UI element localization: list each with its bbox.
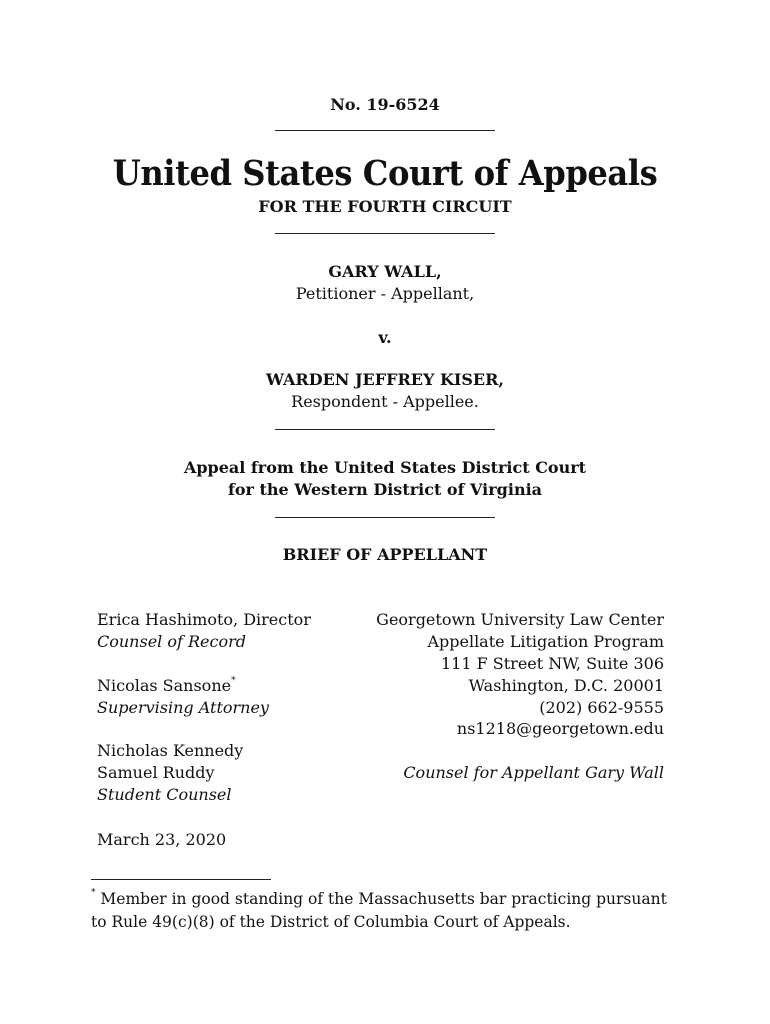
city-address: Washington, D.C. 20001 [468, 676, 664, 695]
footnote-line-2: to Rule 49(c)(8) of the District of Columbia Court of Appeals. [91, 913, 571, 931]
director-name: Erica Hashimoto, Director [97, 610, 311, 629]
email-address: ns1218@georgetown.edu [456, 719, 664, 738]
supervisor-name: Nicolas Sansone* [97, 676, 236, 695]
footnote-mark: * [91, 888, 96, 898]
docket-number: No. 19-6524 [330, 95, 440, 114]
filing-date: March 23, 2020 [97, 830, 227, 849]
appeal-line-2: for the Western District of Virginia [227, 480, 543, 499]
student-role: Student Counsel [97, 785, 232, 804]
appellant-role: Petitioner - Appellant, [295, 284, 475, 303]
appellant-name: GARY WALL, [328, 262, 442, 281]
street-address: 111 F Street NW, Suite 306 [440, 654, 664, 673]
footnote-line-1: * Member in good standing of the Massachusetts bar practicing pursuant [91, 888, 667, 908]
phone-number: (202) 662-9555 [539, 698, 664, 717]
divider [275, 233, 495, 234]
divider [275, 130, 495, 131]
appellee-name: WARDEN JEFFREY KISER, [266, 370, 504, 389]
student-name-1: Nicholas Kennedy [97, 741, 244, 760]
program: Appellate Litigation Program [427, 632, 664, 651]
divider [275, 517, 495, 518]
court-title: United States Court of Appeals [112, 153, 658, 194]
institution: Georgetown University Law Center [376, 610, 664, 629]
court-circuit: FOR THE FOURTH CIRCUIT [258, 197, 512, 216]
versus: v. [378, 328, 392, 347]
brief-title: BRIEF OF APPELLANT [282, 545, 488, 564]
supervisor-role: Supervising Attorney [97, 698, 269, 717]
divider [275, 429, 495, 430]
footnote-marker: * [231, 676, 236, 686]
director-role: Counsel of Record [97, 632, 247, 651]
footnote-divider [91, 879, 271, 880]
student-name-2: Samuel Ruddy [97, 763, 215, 782]
appeal-line-1: Appeal from the United States District Court [183, 458, 587, 477]
counsel-for: Counsel for Appellant Gary Wall [403, 763, 664, 782]
appellee-role: Respondent - Appellee. [291, 392, 479, 411]
